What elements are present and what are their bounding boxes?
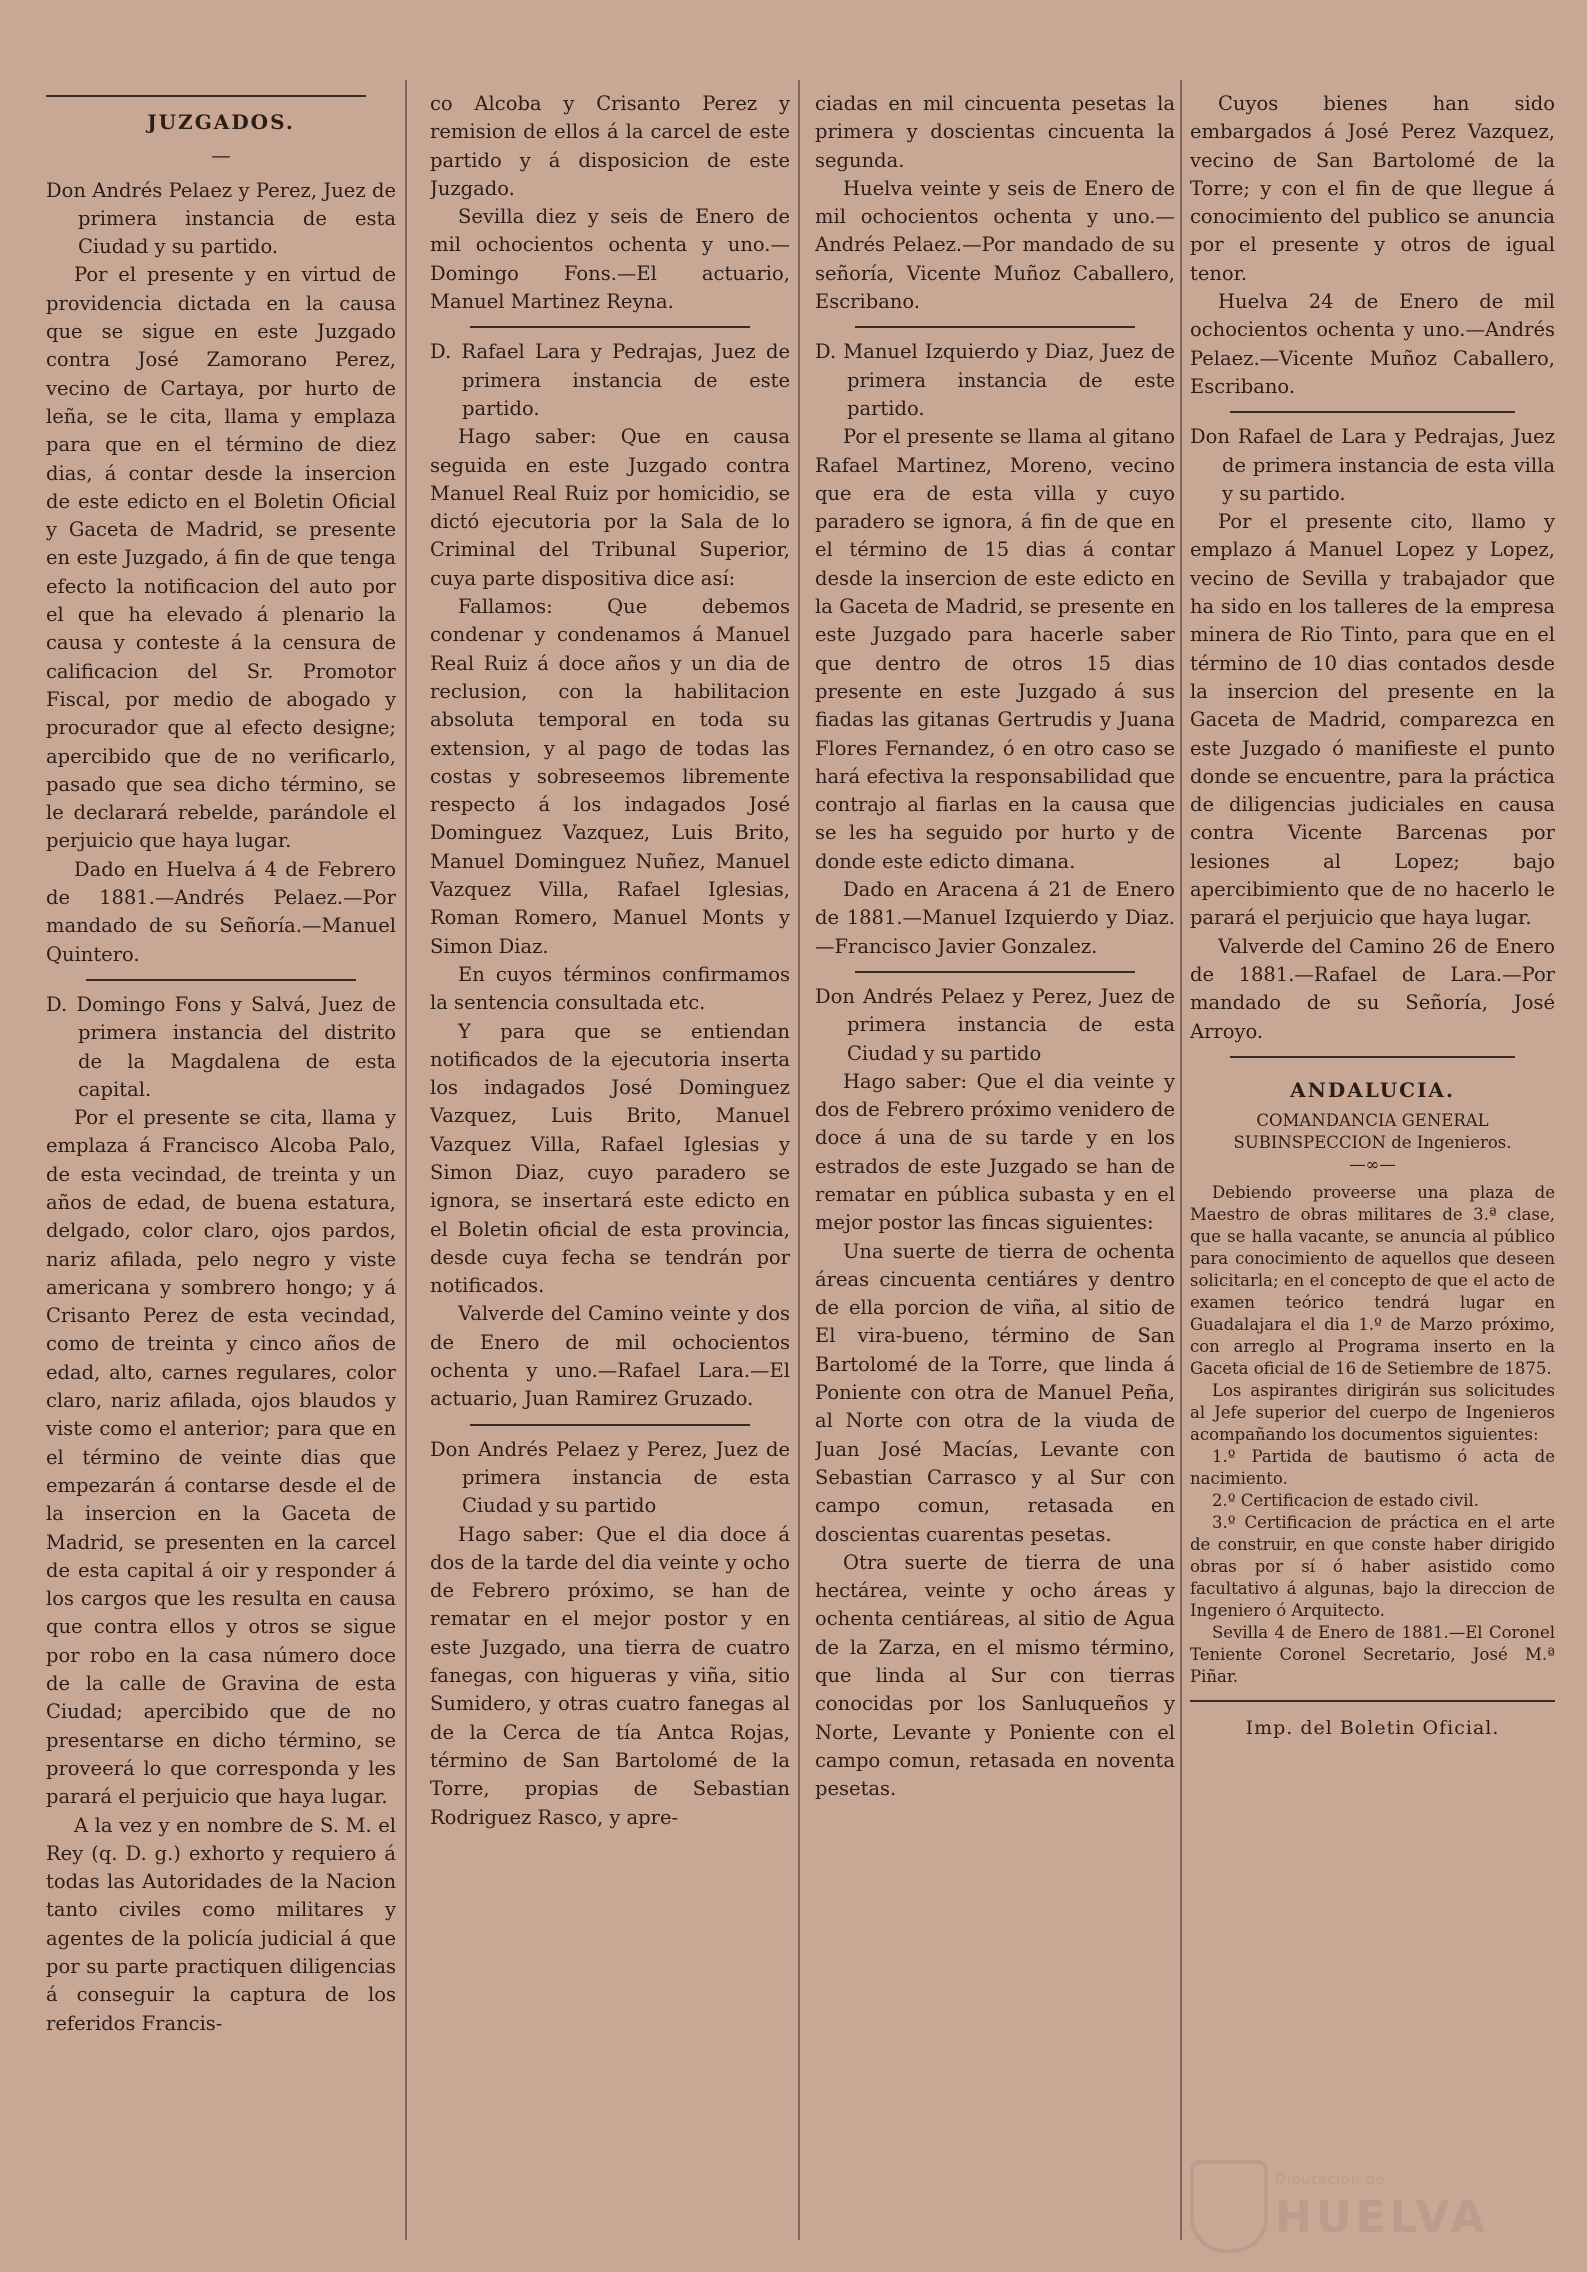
notice-5-body: Por el presente se llama al gitano Rafael Martinez, Moreno, vecino que era de esta villa y cuyo paradero se ignora, á fin de que en el término de 15 dias á contar desde la insercion de este edicto en la Gaceta de Madrid, se presente en este Juzgado para hacerle saber que dentro de otros 15 dias presente en este Juzgado á sus fiadas las gitanas Gertrudis y Juana Flores Fernandez, ó en otro caso se hará efectiva la responsabilidad que contrajo al fiarlas en la causa que se les ha seguido por hurto y de donde este edicto dimana. — [815, 425, 1175, 873]
notice-2-signature: Sevilla diez y seis de Enero de mil ochocientos ochenta y uno.—Domingo Fons.—El actuario, Manuel Martinez Reyna. — [430, 205, 790, 314]
notice-6-body-3: Otra suerte de tierra de una hectárea, veinte y ocho áreas y ochenta centiáreas, al sitio de Agua de la Zarza, en el mismo término, que linda al Sur con tierras conocidas por los Sanluqueños y Norte, Levante y Poniente con el campo comun, retasada en noventa pesetas. — [815, 1550, 1175, 1801]
notice-6-body-1: Hago saber: Que el dia veinte y dos de Febrero próximo venidero de doce á una de su tarde y en los estrados de este Juzgado se han de rematar en pública subasta y en el mejor postor las fincas siguientes: — [815, 1069, 1175, 1235]
section-title-andalucia: ANDALUCIA. — [1290, 1077, 1455, 1102]
imprint-rule — [1190, 1700, 1555, 1702]
notice-separator — [1230, 411, 1515, 413]
column-2 — [430, 90, 790, 2250]
notice-3-signature: Valverde del Camino veinte y dos de Enero de mil ochocientos ochenta y uno.—Rafael Lara.—El actuario, Juan Ramirez Gruzado. — [430, 1302, 790, 1411]
notice-2-body-1: Por el presente se cita, llama y emplaza á Francisco Alcoba Palo, de esta vecindad, de treinta y un años de edad, de buena estatura, delgado, color claro, ojos pardos, nariz afilada, pelo negro y viste americana y sombrero hongo; y á Crisanto Perez de esta vecindad, como de treinta y cinco años de edad, alto, carnes regulares, color claro, nariz afilada, ojos blaudos y viste como el anterior; para que en el término de veinte dias que empezarán á contarse desde el de la insercion en la Gaceta de Madrid, se presenten en la carcel de esta capital á oir y responder á los cargos que les resulta en causa que contra ellos y otros se sigue por robo en la casa número doce de la calle de Gravina de esta Ciudad; apercibido que de no presentarse en dicho término, se proveerá lo que corresponda y les parará el perjuicio que haya lugar. — [46, 1106, 396, 1809]
notice-8-heading: COMANDANCIA GENERAL SUBINSPECCION de Ingenieros. — [1233, 1111, 1512, 1153]
notice-4-signature: Huelva veinte y seis de Enero de mil ochocientos ochenta y uno.—Andrés Pelaez.—Por mandado de su señoría, Vicente Muñoz Caballero, Escribano. — [815, 176, 1175, 314]
column-1 — [46, 90, 396, 2250]
watermark-line-2: HUELVA — [1275, 2192, 1489, 2243]
notice-3-body-3: En cuyos términos confirmamos la sentencia consultada etc. — [430, 962, 790, 1015]
archive-watermark — [1190, 2150, 1530, 2250]
imprint: Imp. del Boletin Oficial. — [1245, 1717, 1500, 1740]
notice-3-body-2: Fallamos: Que debemos condenar y condenamos á Manuel Real Ruiz á doce años y un dia de reclusion, con la habilitacion absoluta temporal en toda su extension, y al pago de todas las costas y sobreseemos libremente respecto á los indagados José Dominguez Vazquez, Luis Brito, Manuel Dominguez Nuñez, Manuel Vazquez Villa, Rafael Iglesias, Roman Romero, Manuel Monts y Simon Diaz. — [430, 595, 790, 958]
column-3 — [815, 90, 1175, 2250]
notice-3-heading: D. Rafael Lara y Pedrajas, Juez de primera instancia de este partido. — [430, 340, 790, 420]
notice-7-signature: Valverde del Camino 26 de Enero de 1881.—Rafael de Lara.—Por mandado de su Señoría, José Arroyo. — [1190, 934, 1555, 1043]
notice-8-body-1: Debiendo proveerse una plaza de Maestro de obras militares de 3.ª clase, que se halla vacante, se anuncia al público para conocimiento de aquellos que deseen solicitarla; en el concepto de que el acto de examen teórico tendrá lugar en Guadalajara el dia 1.º de Marzo próximo, con arreglo al Programa inserto en la Gaceta oficial de 16 de Setiembre de 1875. — [1190, 1183, 1555, 1379]
notice-8-item-2: 2.º Certificacion de estado civil. — [1212, 1491, 1479, 1511]
notice-6-heading: Don Andrés Pelaez y Perez, Juez de primera instancia de esta Ciudad y su partido — [815, 984, 1175, 1065]
notice-2-heading: D. Domingo Fons y Salvá, Juez de primera instancia del distrito de la Magdalena de esta capital. — [46, 992, 396, 1101]
notice-4-body: Hago saber: Que el dia doce á dos de la tarde del dia veinte y ocho de Febrero próximo, se han de rematar en el mejor postor y en este Juzgado, una tierra de cuatro fanegas, con higueras y viña, sitio Sumidero, y otras cuatro fanegas al de la Cerca de tía Antca Rojas, término de San Bartolomé de la Torre, propias de Sebastian Rodriguez Rasco, y apre- — [430, 1522, 790, 1829]
notice-separator — [1230, 1056, 1515, 1058]
notice-3-body-4: Y para que se entiendan notificados de la ejecutoria inserta los indagados José Dominguez Vazquez, Luis Brito, Manuel Vazquez Villa, Rafael Iglesias y Simon Diaz, cuyo paradero se ignora, se insertará este edicto en el Boletin oficial de esta provincia, desde cuya fecha se tendrán por notificados. — [430, 1019, 790, 1298]
notice-separator — [855, 971, 1135, 973]
notice-separator — [470, 326, 750, 328]
notice-separator — [86, 979, 356, 981]
notice-5-signature: Dado en Aracena á 21 de Enero de 1881.—Manuel Izquierdo y Diaz.—Francisco Javier Gonzalez. — [815, 878, 1175, 958]
notice-separator — [855, 326, 1135, 328]
section-divider: — — [211, 144, 231, 168]
notice-7-body: Por el presente cito, llamo y emplazo á Manuel Lopez y Lopez, vecino de Sevilla y trabajador que ha sido en los talleres de la empresa minera de Rio Tinto, para que en el término de 10 dias contados desde la insercion del presente en la Gaceta de Madrid, comparezca en este Juzgado ó manifieste el punto donde se encuentre, para la práctica de diligencias judiciales en causa contra Vicente Barcenas por lesiones al Lopez; bajo apercibimiento que de no hacerlo le parará el perjuicio que haya lugar. — [1190, 510, 1555, 930]
notice-2-body-2: A la vez y en nombre de S. M. el Rey (q. D. g.) exhorto y requiero á todas las Autoridades de la Nacion tanto civiles como militares y agentes de la policía judicial á que por su parte practiquen diligencias á conseguir la captura de los referidos Francis- — [46, 1813, 396, 2035]
notice-5-heading: D. Manuel Izquierdo y Diaz, Juez de primera instancia de este partido. — [815, 340, 1175, 420]
notice-1-heading: Don Andrés Pelaez y Perez, Juez de primera instancia de esta Ciudad y su partido. — [46, 178, 396, 259]
notice-3-body-1: Hago saber: Que en causa seguida en este Juzgado contra Manuel Real Ruiz por homicidio, se dictó ejecutoria por la Sala de lo Criminal del Tribunal Superior, cuya parte dispositiva dice así: — [430, 425, 790, 590]
notice-2-body-continued: co Alcoba y Crisanto Perez y remision de ellos á la carcel de este partido y á disposicion de este Juzgado. — [430, 92, 790, 200]
notice-1-body: Por el presente y en virtud de providencia dictada en la causa que se sigue en este Juzgado contra José Zamorano Perez, vecino de Cartaya, por hurto de leña, se le cita, llama y emplaza para que en el término de diez dias, á contar desde la insercion de este edicto en el Boletin Oficial y Gaceta de Madrid, se presente en este Juzgado, á fin de que tenga efecto la notificacion del auto por el que ha elevado á plenario la causa y conteste á la censura de calificacion del Sr. Promotor Fiscal, por medio de abogado y procurador que al efecto designe; apercibido que de no verificarlo, pasado que sea dicho término, se le declarará rebelde, parándole el perjuicio que haya lugar. — [46, 263, 396, 853]
notice-8-signature: Sevilla 4 de Enero de 1881.—El Coronel Teniente Coronel Secretario, José M.ª Piñar. — [1190, 1623, 1555, 1687]
column-4 — [1190, 90, 1555, 2250]
notice-6-body-4: Cuyos bienes han sido embargados á José Perez Vazquez, vecino de San Bartolomé de la Torre; y con el fin de que llegue á conocimiento del publico se anuncia por el presente y otros de igual tenor. — [1190, 92, 1555, 285]
shield-icon — [1190, 2160, 1268, 2253]
notice-8-item-1: 1.º Partida de bautismo ó acta de nacimiento. — [1190, 1447, 1555, 1489]
notice-7-heading: Don Rafael de Lara y Pedrajas, Juez de primera instancia de esta villa y su partido. — [1190, 425, 1555, 505]
notice-4-body-continued: ciadas en mil cincuenta pesetas la primera y doscientas cincuenta la segunda. — [815, 92, 1175, 172]
notice-4-heading: Don Andrés Pelaez y Perez, Juez de primera instancia de esta Ciudad y su partido — [430, 1437, 790, 1518]
section-title-juzgados: JUZGADOS. — [147, 110, 295, 134]
column-rule-2 — [798, 80, 800, 2240]
notice-8-item-3: 3.º Certificacion de práctica en el arte de construir, en que conste haber dirigido obras por sí ó haber asistido como facultativo á algunas, bajo la direccion de Ingeniero ó Arquitecto. — [1190, 1513, 1555, 1621]
notice-8-body-2: Los aspirantes dirigirán sus solicitudes al Jefe superior del cuerpo de Ingenieros acompañando los documentos siguientes: — [1190, 1381, 1555, 1445]
column-rule-3 — [1180, 80, 1182, 2240]
watermark-line-1: Diputación de — [1275, 2172, 1386, 2188]
notice-6-signature: Huelva 24 de Enero de mil ochocientos ochenta y uno.—Andrés Pelaez.—Vicente Muñoz Caballero, Escribano. — [1190, 290, 1555, 398]
notice-separator — [470, 1424, 750, 1426]
notice-8-divider: —∞— — [1349, 1155, 1396, 1175]
column-rule-1 — [405, 80, 407, 2240]
notice-6-body-2: Una suerte de tierra de ochenta áreas cincuenta centiáres y dentro de ella porcion de viña, al sitio de El vira-bueno, término de San Bartolomé de la Torre, que linda á Poniente con otra de Manuel Peña, al Norte con otra de la viuda de Juan José Macías, Levante con Sebastian Carrasco y al Sur con campo comun, retasada en doscientas cuarentas pesetas. — [815, 1239, 1175, 1546]
notice-8 — [1190, 1110, 1555, 1688]
notice-1-signature: Dado en Huelva á 4 de Febrero de 1881.—Andrés Pelaez.—Por mandado de su Señoría.—Manuel Quintero. — [46, 857, 396, 966]
